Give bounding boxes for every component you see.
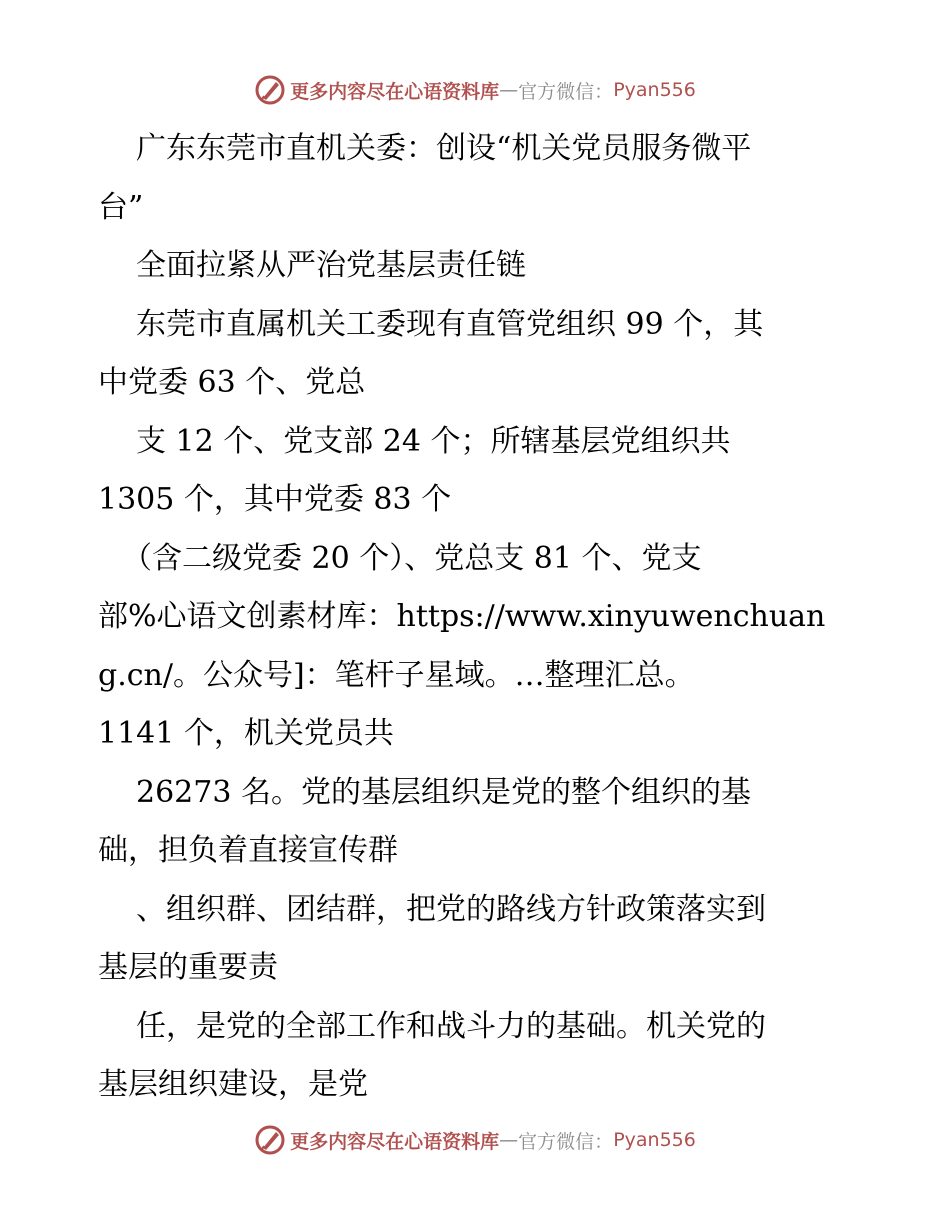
text-line: 础，担负着直接宣传群	[98, 833, 398, 868]
banner-wechat-id: Pyan556	[613, 79, 696, 101]
text-line: 基层组织建设，是党	[98, 1067, 368, 1102]
header-banner	[0, 70, 950, 110]
banner-wechat-label: 官方微信：	[518, 1130, 614, 1153]
banner-site-name: 更多内容尽在心语资料库	[290, 80, 500, 103]
text-line: 全面拉紧从严治党基层责任链	[136, 248, 526, 283]
banner-wechat-id: Pyan556	[613, 1129, 696, 1151]
text-line: 支 12 个、党支部 24 个；所辖基层党组织共	[136, 423, 731, 459]
quill-pen-seal-icon	[254, 1124, 286, 1156]
document-body	[98, 120, 853, 1115]
text-line: 26273 名。党的基层组织是党的整个组织的基	[136, 774, 751, 810]
text-line: （含二级党委 20 个）、党总支 81 个、党支	[122, 540, 702, 576]
text-line: 任，是党的全部工作和战斗力的基础。机关党的	[136, 1008, 766, 1044]
banner-wechat-label: 官方微信：	[518, 80, 614, 103]
text-line: 广东东莞市直机关委：创设“机关党员服务微平	[136, 131, 752, 166]
text-line: 台”	[98, 189, 144, 225]
text-line: 东莞市直属机关工委现有直管党组织 99 个，其	[136, 306, 764, 342]
text-line: 1141 个，机关党员共	[98, 716, 394, 751]
footer-banner	[0, 1120, 950, 1160]
text-line: 基层的重要责	[98, 950, 278, 985]
text-line: 中党委 63 个、党总	[98, 365, 366, 400]
banner-separator: —	[499, 1129, 519, 1151]
text-line: 1305 个，其中党委 83 个	[98, 482, 452, 517]
quill-pen-seal-icon	[254, 74, 286, 106]
text-line: 、组织群、团结群，把党的路线方针政策落实到	[136, 891, 766, 927]
banner-site-name: 更多内容尽在心语资料库	[290, 1130, 500, 1153]
text-line: 部%心语文创素材库：https://www.xinyuwenchuan	[98, 599, 826, 634]
text-line: g.cn/。公众号]：笔杆子星域。…整理汇总。	[98, 657, 695, 693]
banner-separator: —	[499, 79, 519, 101]
